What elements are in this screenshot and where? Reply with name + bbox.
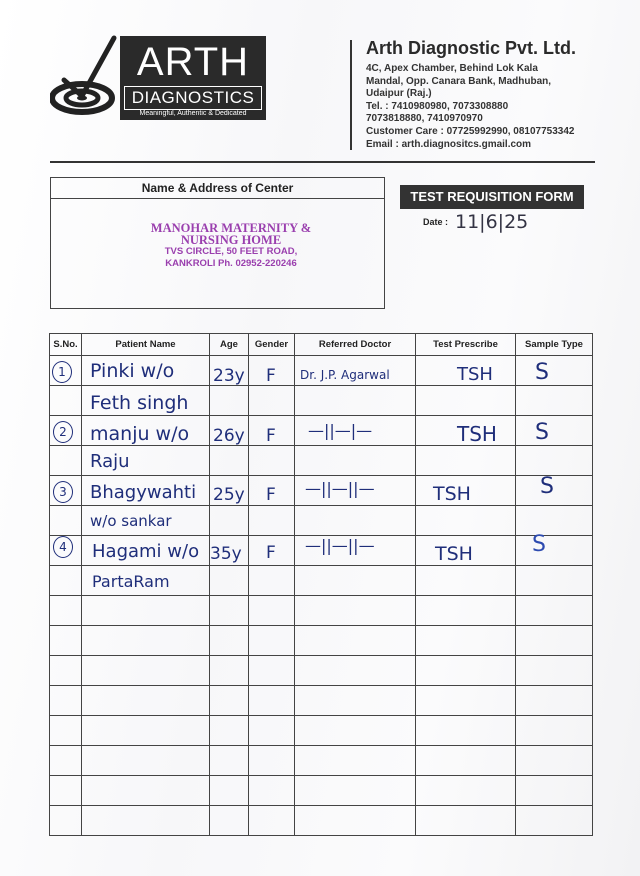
patient-name-4b: PartaRam: [92, 572, 170, 591]
table-row: [50, 656, 593, 686]
patient-name-3b: w/o sankar: [90, 512, 172, 530]
target-check-icon: [50, 34, 122, 118]
table-row: [50, 446, 593, 476]
age-4: 35y: [210, 544, 242, 564]
patient-name-2: manju w/o: [90, 423, 190, 445]
gender-3: F: [266, 485, 276, 505]
col-sno: S.No.: [50, 334, 82, 356]
age-3: 25y: [213, 485, 245, 505]
address-line: Udaipur (Raj.): [366, 88, 432, 100]
table-row: [50, 626, 593, 656]
date-value: 11|6|25: [455, 211, 529, 233]
sample-2: S: [535, 420, 549, 445]
sno-2: 2: [53, 421, 73, 443]
sno-1: 1: [52, 361, 72, 383]
header-divider: [350, 40, 352, 150]
col-age: Age: [210, 334, 249, 356]
date-label: Date :: [423, 217, 449, 227]
logo-sub: DIAGNOSTICS: [124, 86, 262, 110]
doctor-1: Dr. J.P. Agarwal: [300, 368, 390, 382]
age-2: 26y: [213, 426, 245, 446]
table-row: [50, 596, 593, 626]
col-referred-doctor: Referred Doctor: [295, 334, 416, 356]
logo-tagline: Meaningful, Authentic & Dedicated: [139, 110, 247, 117]
sample-4: S: [532, 532, 546, 557]
test-3: TSH: [433, 483, 471, 505]
test-4: TSH: [435, 543, 473, 565]
test-1: TSH: [457, 364, 493, 385]
company-address: [366, 63, 636, 151]
gender-2: F: [266, 426, 276, 446]
patient-name-2b: Raju: [90, 451, 130, 472]
form-title: TEST REQUISITION FORM: [400, 185, 584, 209]
patient-name-1: Pinki w/o: [90, 360, 175, 382]
company-name: Arth Diagnostic Pvt. Ltd.: [366, 38, 577, 58]
sno-4: 4: [53, 536, 73, 558]
center-heading: Name & Address of Center: [51, 178, 384, 199]
address-line: 4C, Apex Chamber, Behind Lok Kala: [366, 63, 538, 74]
arth-logo: [50, 34, 280, 124]
doctor-2: —||—|—: [308, 421, 373, 440]
center-address-box: [50, 177, 385, 309]
company-block: [366, 38, 636, 151]
header-rule: [50, 161, 595, 163]
stamp-line-3: TVS CIRCLE, 50 FEET ROAD,: [164, 246, 298, 257]
table-row: [50, 776, 593, 806]
patient-name-4: Hagami w/o: [92, 541, 200, 562]
test-2: TSH: [457, 422, 497, 446]
table-row: [50, 746, 593, 776]
col-test-prescribe: Test Prescribe: [416, 334, 516, 356]
table-row: [50, 806, 593, 836]
patient-name-3: Bhagywahti: [90, 482, 197, 503]
address-line: Mandal, Opp. Canara Bank, Madhuban,: [366, 75, 552, 87]
tel-line: Tel. : 7410980980, 7073308880: [366, 100, 509, 112]
stamp-line-1: MANOHAR MATERNITY &: [150, 221, 312, 235]
tel-line-2: 7073818880, 7410970970: [366, 113, 483, 125]
stamp-line-2: NURSING HOME: [180, 233, 282, 247]
doctor-4: —||—||—: [305, 536, 375, 555]
logo-word: ARTH: [136, 40, 250, 84]
table-header-row: [50, 334, 593, 356]
gender-4: F: [266, 543, 276, 563]
logo-wordmark: [120, 36, 266, 120]
stamp-line-4: KANKROLI Ph. 02952-220246: [165, 258, 297, 269]
doctor-3: —||—||—: [305, 479, 375, 498]
patient-name-1b: Feth singh: [90, 392, 189, 414]
customer-care-line: Customer Care : 07725992990, 08107753342: [366, 125, 575, 137]
table-row: [50, 686, 593, 716]
center-stamp: [101, 222, 361, 270]
sample-1: S: [535, 360, 549, 385]
col-patient-name: Patient Name: [82, 334, 210, 356]
age-1: 23y: [213, 366, 245, 386]
gender-1: F: [266, 366, 276, 386]
email-line: Email : arth.diagnositcs.gmail.com: [366, 138, 532, 150]
col-sample-type: Sample Type: [516, 334, 593, 356]
col-gender: Gender: [249, 334, 295, 356]
sample-3: S: [540, 474, 554, 499]
sno-3: 3: [53, 481, 73, 503]
table-row: [50, 716, 593, 746]
